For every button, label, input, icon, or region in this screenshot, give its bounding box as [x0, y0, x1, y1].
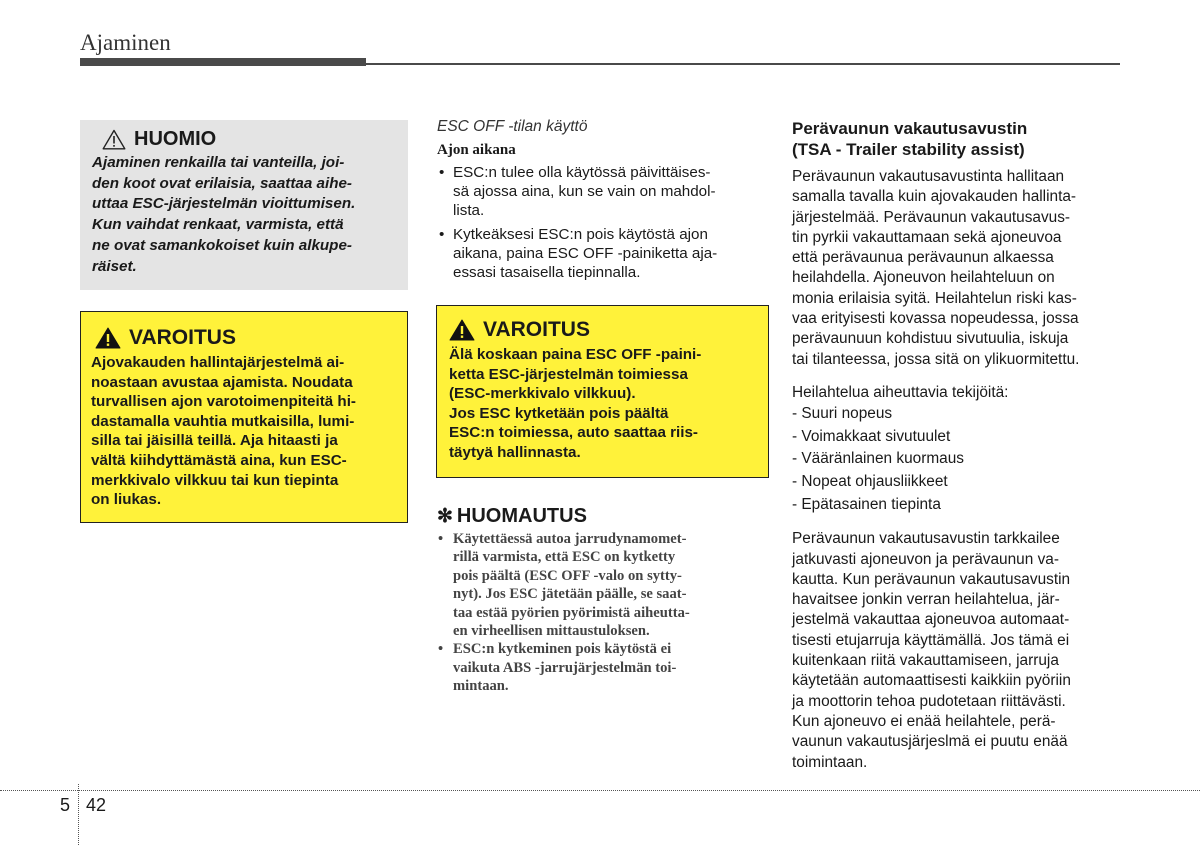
- caution-triangle-outline-icon: [102, 129, 126, 150]
- text-line: että perävaunua perävaunun alkaessa: [792, 249, 1054, 267]
- text-line: perävaunuun kohdistuu sivutuulia, iskuja: [792, 330, 1069, 348]
- warning-triangle-icon: [449, 319, 475, 341]
- warning-text: [449, 345, 756, 463]
- heading-line: (TSA - Trailer stability assist): [792, 140, 1025, 159]
- text-line: mintaan.: [453, 678, 509, 695]
- text-line: • ESC:n tulee olla käytössä päivittäises-: [453, 164, 711, 181]
- warning-box-esc-off: [436, 305, 769, 478]
- text-line: • Kytkeäksesi ESC:n pois käytöstä ajon: [453, 225, 708, 243]
- text-line: silla tai jäisillä teillä. Aja hitaasti ja: [91, 432, 338, 450]
- note-heading: [437, 505, 767, 528]
- warning-heading: [95, 326, 395, 350]
- text-line: on liukas.: [91, 491, 162, 509]
- text-line: aikana, paina ESC OFF -painiketta aja-: [453, 244, 718, 262]
- list-item: [437, 530, 767, 640]
- warning-title: VAROITUS: [129, 326, 236, 349]
- caution-box: [80, 120, 408, 290]
- text-line: rillä varmista, että ESC on kytketty: [453, 549, 676, 566]
- text-line: Ajovakauden hallintajärjestelmä ai-: [91, 354, 345, 371]
- text-line: vältä kiihdyttämästä aina, kun ESC-: [91, 451, 347, 469]
- note-title: HUOMAUTUS: [456, 505, 587, 527]
- text-line: dastamalla vauhtia mutkaisilla, lumi-: [91, 412, 355, 430]
- text-line: uttaa ESC-järjestelmän vioittumisen.: [92, 195, 356, 213]
- list-item: - Voimakkaat sivutuulet: [792, 427, 951, 445]
- text-line: räiset.: [92, 257, 137, 275]
- footer-vertical-divider: [78, 784, 79, 845]
- text-line: pois päältä (ESC OFF -valo on sytty-: [453, 567, 682, 584]
- text-line: • Käytettäessä autoa jarrudynamomet-: [453, 531, 687, 547]
- list-item: - Epätasainen tiepinta: [792, 495, 941, 513]
- text-line: vaa erityisesti kovassa nopeudessa, jossa: [792, 310, 1079, 328]
- list-item: - Vääränlainen kuormaus: [792, 450, 964, 468]
- warning-triangle-icon: [95, 327, 121, 349]
- caution-heading: [102, 128, 396, 151]
- text-line: Ajaminen renkailla tai vanteilla, joi-: [92, 154, 345, 171]
- text-line: taa estää pyörien pyörimistä aiheutta-: [453, 604, 690, 621]
- esc-off-subheading: Ajon aikana: [437, 142, 516, 158]
- text-line: tisesti etujarruja käyttämällä. Jos tämä ei: [792, 631, 1070, 649]
- esc-off-heading: ESC OFF -tilan käyttö: [437, 118, 588, 135]
- list-item: [437, 225, 767, 283]
- text-line: järjestelmää. Perävaunun vakautusavus-: [792, 208, 1071, 226]
- list-item: - Suuri nopeus: [792, 405, 893, 423]
- text-line: ne ovat samankokoiset kuin alkupe-: [92, 236, 352, 254]
- text-line: ketta ESC-järjestelmän toimiessa: [449, 365, 688, 383]
- causes-intro: Heilahtelua aiheuttavia tekijöitä:: [792, 383, 1009, 401]
- text-line: monia erilaisia syitä. Heilahtelun riski kas-: [792, 289, 1077, 307]
- text-line: essasi tasaisella tiepinnalla.: [453, 264, 641, 282]
- causes-list: [792, 403, 1122, 516]
- esc-off-list: [437, 163, 767, 282]
- text-line: merkkivalo vilkkuu tai kun tiepinta: [91, 471, 339, 489]
- text-line: jestelmä vakauttaa ajoneuvoa automaat-: [792, 611, 1070, 629]
- text-line: vaunun vakautusjärjeslmä ei puutu enää: [792, 733, 1068, 751]
- text-line: täytyä hallinnasta.: [449, 443, 581, 461]
- text-line: käytetään automaattisesti kaikkiin pyöriin: [792, 672, 1071, 690]
- list-item: [437, 640, 767, 695]
- caution-title: HUOMIO: [134, 128, 217, 150]
- text-line: nyt). Jos ESC jätetään päälle, se saat-: [453, 586, 687, 603]
- text-line: (ESC-merkkivalo vilkkuu).: [449, 385, 636, 403]
- list-item: [437, 163, 767, 221]
- text-line: kautta. Kun perävaunun vakautusavustin: [792, 570, 1071, 588]
- text-line: kuitenkaan riitä vakauttamiseen, jarruja: [792, 652, 1059, 670]
- section-title: Ajaminen: [80, 30, 171, 55]
- list-item: - Nopeat ohjausliikkeet: [792, 473, 948, 491]
- asterisk-icon: ✻: [437, 506, 453, 527]
- text-line: havaitsee jonkin verran heilahtelua, jär-: [792, 591, 1060, 609]
- tsa-section: [792, 118, 1122, 773]
- text-line: samalla tavalla kuin ajovakauden hallinta-: [792, 188, 1077, 206]
- esc-off-section: [437, 118, 767, 282]
- text-line: Kun vaihdat renkaat, varmista, että: [92, 216, 344, 234]
- text-line: lista.: [453, 202, 485, 220]
- text-line: Perävaunun vakautusavustin tarkkailee: [792, 530, 1060, 548]
- text-line: • ESC:n kytkeminen pois käytöstä ei: [453, 641, 672, 658]
- warning-text: [91, 353, 395, 510]
- text-line: jatkuvasti ajoneuvon ja perävaunun va-: [792, 550, 1059, 568]
- footer-divider: [0, 790, 1200, 791]
- warning-box-stability: [80, 311, 408, 523]
- text-line: Jos ESC kytketään pois päältä: [449, 404, 669, 422]
- caution-text: [92, 153, 396, 277]
- tsa-paragraph: [792, 529, 1122, 773]
- header-bar: [80, 58, 366, 66]
- text-line: ESC:n toimiessa, auto saattaa riis-: [449, 424, 698, 442]
- note-section: [437, 505, 767, 696]
- text-line: tin pyrkii vakauttamaan sekä ajoneuvoa: [792, 228, 1062, 246]
- text-line: tai tilanteessa, jossa sitä on ylikuormitettu.: [792, 350, 1080, 368]
- page-number: 42: [86, 795, 107, 815]
- tsa-paragraph: [792, 167, 1122, 370]
- text-line: den koot ovat erilaisia, saattaa aihe-: [92, 174, 352, 192]
- warning-heading: [449, 318, 756, 342]
- tsa-heading: [792, 118, 1122, 160]
- text-line: turvallisen ajon varotoimenpiteitä hi-: [91, 393, 356, 411]
- text-line: Kun ajoneuvo ei enää heilahtele, perä-: [792, 712, 1056, 730]
- heading-line: Perävaunun vakautusavustin: [792, 119, 1028, 138]
- text-line: heilahdella. Ajoneuvon heilahteluun on: [792, 269, 1055, 287]
- text-line: sä ajossa aina, kun se vain on mahdol-: [453, 183, 716, 201]
- text-line: Älä koskaan paina ESC OFF -paini-: [449, 346, 702, 363]
- header-rule: [366, 63, 1120, 65]
- note-list: [437, 530, 767, 696]
- text-line: ja moottorin tehoa pudotetaan riittävästi.: [792, 692, 1066, 710]
- text-line: en virheellisen mittaustuloksen.: [453, 623, 650, 640]
- text-line: vaikuta ABS -jarrujärjestelmän toi-: [453, 659, 677, 676]
- chapter-number: 5: [60, 795, 71, 815]
- text-line: Perävaunun vakautusavustinta hallitaan: [792, 168, 1065, 185]
- text-line: noastaan avustaa ajamista. Noudata: [91, 373, 353, 391]
- warning-title: VAROITUS: [483, 318, 590, 341]
- text-line: toimintaan.: [792, 753, 868, 771]
